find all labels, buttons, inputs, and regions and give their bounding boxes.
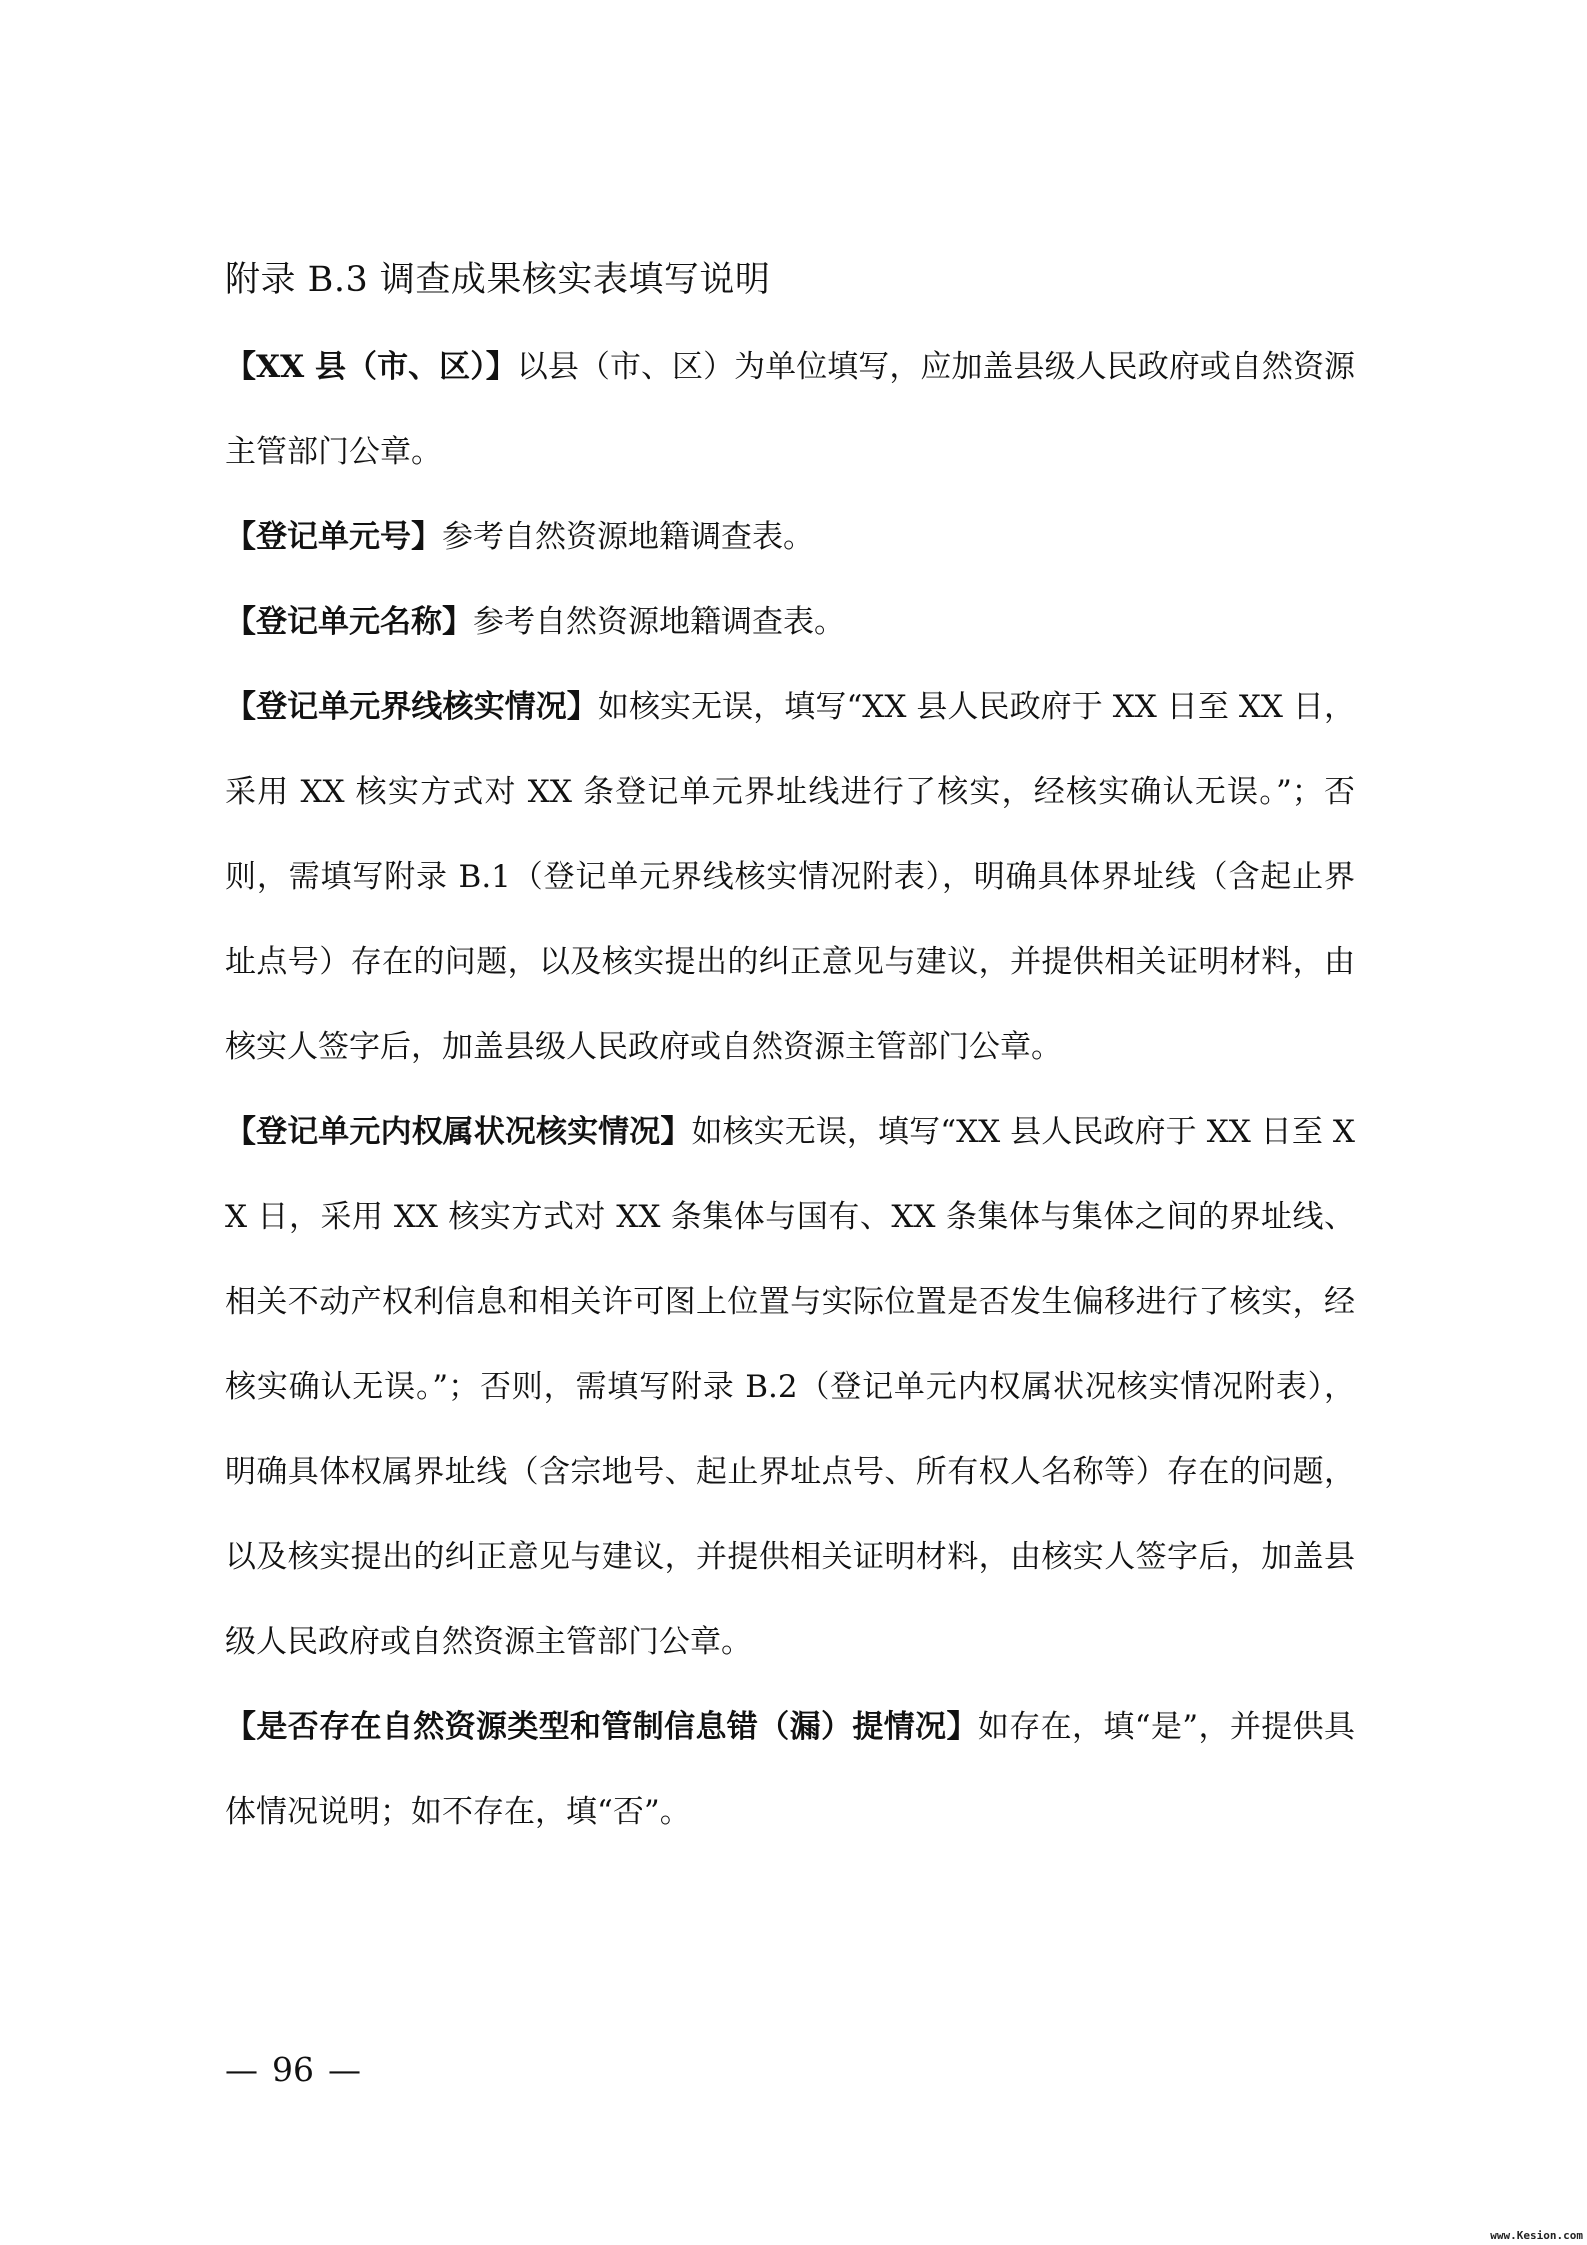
text-unit-name: 参考自然资源地籍调查表。: [473, 604, 845, 640]
footer-dash-right: —: [328, 2050, 361, 2089]
section-heading: 附录 B.3 调查成果核实表填写说明: [225, 260, 771, 300]
text-resource-errors: 如存在，填“是”，并提供具体情况说明；如不存在，填“否”。: [225, 1709, 1356, 1830]
paragraph-boundary-verification: [225, 665, 1355, 1090]
text-boundary-verification: 如核实无误，填写“XX 县人民政府于 XX 日至 XX 日，采用 XX 核实方式对 XX 条登记单元界址线进行了核实，经核实确认无误。”；否则，需填写附录 B.1（登记单元界线核实情况附表），明确具体界址线（含起止界址点号）存在的问题，以及核实提出的纠正意见与建议，并提供相关证明材料，由核实人签字后，加盖县级人民政府或自然资源主管部门公章。: [225, 689, 1355, 1065]
paragraph-unit-name: [225, 580, 1355, 665]
term-resource-errors: 【是否存在自然资源类型和管制信息错（漏）提情况】: [225, 1709, 978, 1745]
watermark-text: www.Kesion.com: [1490, 2229, 1583, 2242]
term-county: 【XX 县（市、区）】: [225, 349, 517, 385]
paragraph-ownership-verification: [225, 1090, 1355, 1685]
text-county: 以县（市、区）为单位填写，应加盖县级人民政府或自然资源主管部门公章。: [225, 349, 1355, 470]
term-unit-name: 【登记单元名称】: [225, 604, 473, 640]
term-ownership-verification: 【登记单元内权属状况核实情况】: [225, 1114, 692, 1150]
footer-dash-left: —: [225, 2050, 258, 2089]
document-body: [225, 325, 1355, 1855]
paragraph-county: [225, 325, 1355, 495]
paragraph-unit-number: [225, 495, 1355, 580]
page-number: 96: [272, 2050, 314, 2089]
term-unit-number: 【登记单元号】: [225, 519, 442, 555]
term-boundary-verification: 【登记单元界线核实情况】: [225, 689, 598, 725]
text-unit-number: 参考自然资源地籍调查表。: [442, 519, 814, 555]
page-footer: [225, 2040, 361, 2100]
text-ownership-verification: 如核实无误，填写“XX 县人民政府于 XX 日至 XX 日，采用 XX 核实方式对 XX 条集体与国有、XX 条集体与集体之间的界址线、相关不动产权利信息和相关许可图上位置与实际位置是否发生偏移进行了核实，经核实确认无误。”；否则，需填写附录 B.2（登记单元内权属状况核实情况附表），明确具体权属界址线（含宗地号、起止界址点号、所有权人名称等）存在的问题，以及核实提出的纠正意见与建议，并提供相关证明材料，由核实人签字后，加盖县级人民政府或自然资源主管部门公章。: [225, 1114, 1355, 1660]
paragraph-resource-errors: [225, 1685, 1355, 1855]
